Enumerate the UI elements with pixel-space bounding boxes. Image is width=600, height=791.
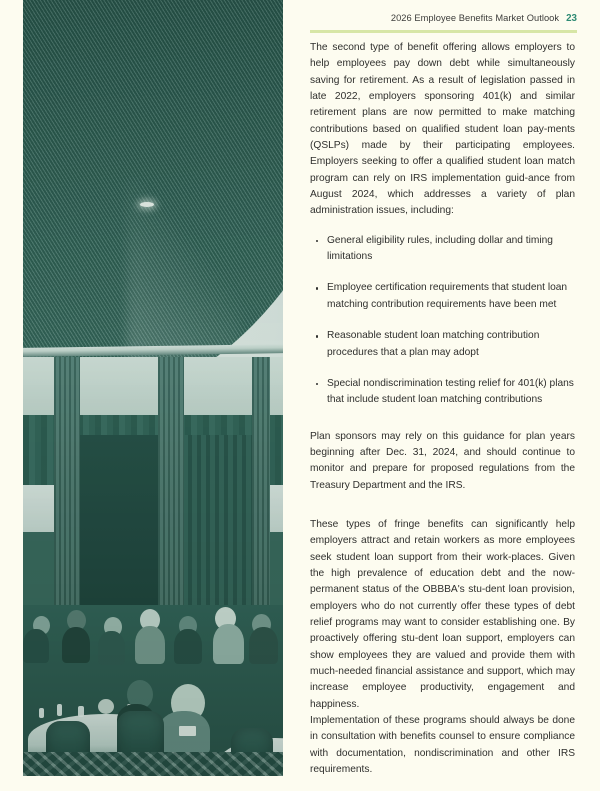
patterned-carpet <box>23 752 283 776</box>
photo-scene <box>23 0 283 776</box>
glassware <box>78 706 84 717</box>
page-number: 23 <box>566 13 577 24</box>
text-column <box>310 0 577 776</box>
conference-photograph <box>23 0 283 776</box>
ceiling-light-fixture <box>140 202 154 207</box>
running-header <box>391 13 577 24</box>
attendee-body <box>174 629 202 664</box>
guidance-bullet-list <box>310 233 575 409</box>
list-item: General eligibility rules, including dollar and timing limitations <box>310 233 575 266</box>
header-divider-rule <box>310 30 577 33</box>
glassware <box>57 704 62 716</box>
list-item: Reasonable student loan matching contribution procedures that a plan may adopt <box>310 328 575 361</box>
centerpiece <box>98 699 114 714</box>
attendee-body <box>213 624 244 664</box>
paragraph-guidance: Plan sponsors may rely on this guidance for plan years beginning after Dec. 31, 2024, and should continue to monitor and prepare for proposed regulations from the Treasury Department and the IRS. <box>310 430 575 491</box>
attendee-body <box>98 631 125 665</box>
list-item: Special nondiscrimination testing relief for 401(k) plans that include student loan matching contributions <box>310 376 575 409</box>
body-content <box>310 40 575 791</box>
paragraph-fringe-benefits: These types of fringe benefits can significantly help employers attract and retain workers as more employees seek student loan support from their work-places. Given the high prevalence of education debt and the now-permanent status of the OBBBA's stu-dent loan provision, employers who do not currently offer these types of debt relief programs may want to consider establishing one. By proactively offering stu-dent loan support, employers can show employees they are valued and provide them with much-needed financial assistance and support, which may increase employee productivity, engagement and happiness. <box>310 518 575 710</box>
attendee-body <box>249 627 278 664</box>
wall-pillar <box>158 357 184 636</box>
name-badge <box>179 726 196 736</box>
paragraph-implementation: Implementation of these programs should always be done in consultation with benefits counsel to ensure compliance with documentation, nondiscrimination and other IRS requirements. <box>310 715 575 776</box>
wall-pillar <box>252 357 270 636</box>
header-title: 2026 Employee Benefits Market Outlook <box>390 13 560 23</box>
attendee-body <box>135 626 165 664</box>
attendee-body <box>23 629 49 663</box>
spacer <box>310 507 575 517</box>
list-item: Employee certification requirements that student loan matching contribution requirements have been met <box>310 280 575 313</box>
audience-area <box>23 605 283 776</box>
spacer <box>310 419 575 429</box>
paragraph-intro: The second type of benefit offering allows employers to help employees pay down debt while simultaneously saving for retirement. As a result of legislation passed in late 2022, employers sponsoring 401(k) and similar retirement plans are now permitted to make matching contributions based on qualified student loan pay-ments (QSLPs) made by their participating employees. Employers seeking to offer a qualified student loan match program can rely on IRS implementation guid-ance from August 2024, which addresses a variety of plan administration issues, including: <box>310 42 575 217</box>
wall-pillar <box>54 357 80 636</box>
glassware <box>39 708 44 718</box>
attendee-body <box>62 627 90 663</box>
